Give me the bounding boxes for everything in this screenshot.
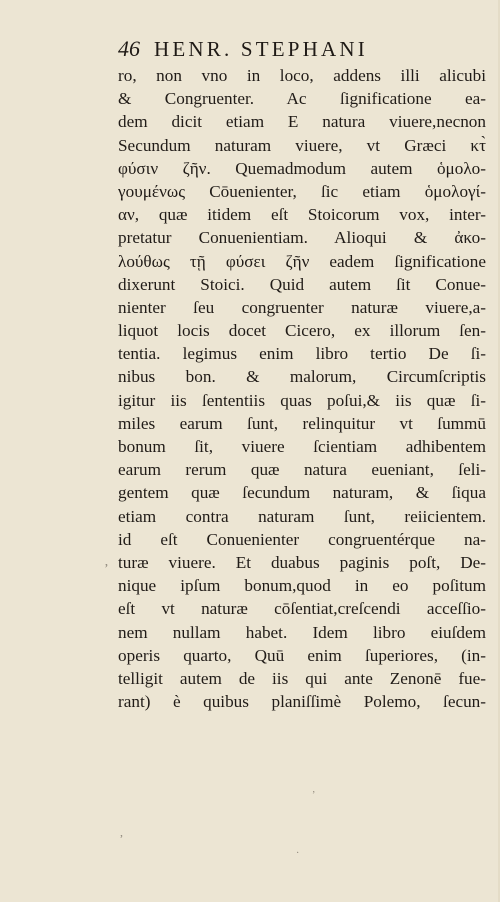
text-line: nem nullam habet. Idem libro eiuſdem bbox=[118, 622, 486, 642]
text-line: operis quarto, Quū enim ſuperiores, (in- bbox=[118, 645, 486, 665]
text-line: φύσιν ζῆν. Quemadmodum autem ὁμολο- bbox=[118, 158, 486, 178]
text-line: & Congruenter. Ac ſignificatione ea- bbox=[118, 89, 486, 109]
text-line: miles earum ſunt, relinquitur vt ſummū bbox=[118, 413, 486, 433]
text-line: etiam contra naturam ſunt, reiicientem. bbox=[118, 506, 486, 526]
text-line: earum rerum quæ natura eueniant, ſeli- bbox=[118, 460, 486, 480]
text-line: tentia. legimus enim libro tertio De ſi- bbox=[118, 344, 486, 364]
text-line: nique ipſum bonum,quod in eo poſitum bbox=[118, 576, 486, 596]
text-line: nibus bon. & malorum, Circumſcriptis bbox=[118, 367, 486, 387]
text-line: rant) è quibus planiſſimè Polemo, ſecun- bbox=[118, 692, 486, 712]
text-line: bonum ſit, viuere ſcientiam adhibentem bbox=[118, 437, 486, 456]
margin-mark: ’ bbox=[312, 790, 316, 801]
text-line: gentem quæ ſecundum naturam, & ſiqua bbox=[118, 483, 486, 503]
text-line: turæ viuere. Et duabus paginis poſt, De- bbox=[118, 552, 486, 572]
text-line: eſt vt naturæ cōſentiat,creſcendi acceſſio- bbox=[118, 599, 486, 619]
text-line: nienter ſeu congruenter naturæ viuere,a- bbox=[118, 297, 486, 317]
margin-mark: , bbox=[120, 825, 123, 839]
body-text bbox=[118, 64, 486, 764]
margin-mark: · bbox=[296, 848, 300, 859]
margin-mark: ’ bbox=[104, 562, 109, 577]
text-line: λούθως τῇ φύσει ζῆν eadem ſignificatione bbox=[118, 251, 486, 271]
text-line: γουμένως Cōuenienter, ſic etiam ὁμολογί- bbox=[118, 181, 486, 201]
text-line: Secundum naturam viuere, vt Græci κτ̀ bbox=[118, 135, 486, 155]
text-line: dixerunt Stoici. Quid autem ſit Conue- bbox=[118, 274, 486, 294]
running-head: HENR. STEPHANI bbox=[154, 37, 368, 61]
page-header bbox=[118, 36, 488, 64]
page-number: 46 bbox=[118, 36, 140, 61]
text-line: liquot locis docet Cicero, ex illorum ſen- bbox=[118, 321, 486, 341]
text-line: id eſt Conuenienter congruentérque na- bbox=[118, 529, 486, 549]
text-line: dem dicit etiam E natura viuere,necnon bbox=[118, 112, 486, 132]
text-line: pretatur Conuenientiam. Alioqui & ἀκο- bbox=[118, 228, 486, 248]
text-line: αν, quæ itidem eſt Stoicorum vox, inter- bbox=[118, 205, 486, 225]
text-line: igitur iis ſententiis quas poſui,& iis quæ ſi- bbox=[118, 390, 486, 410]
text-line: ro, non vno in loco, addens illi alicubi bbox=[118, 66, 486, 85]
text-line: telligit autem de iis qui ante Zenonē fue- bbox=[118, 668, 486, 688]
